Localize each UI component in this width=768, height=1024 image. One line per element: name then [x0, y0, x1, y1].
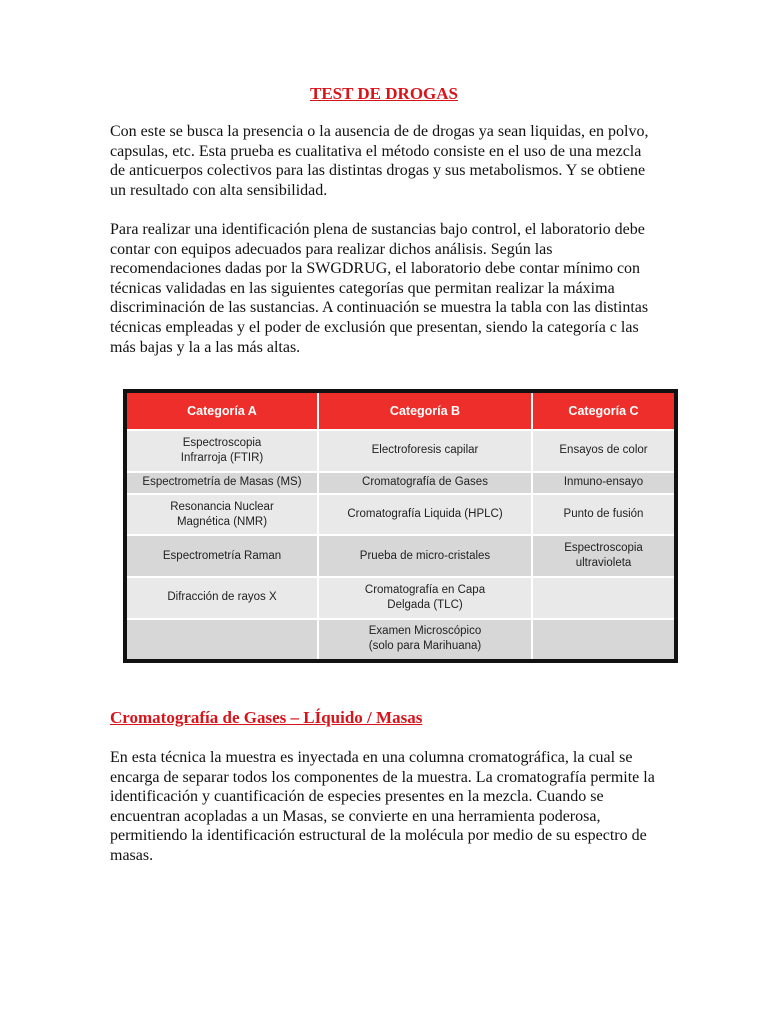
table-cell: Espectroscopia Infrarroja (FTIR) [127, 430, 318, 472]
table-cell: Resonancia Nuclear Magnética (NMR) [127, 494, 318, 536]
table-cell: Punto de fusión [532, 494, 674, 536]
table-cell: Espectrometría de Masas (MS) [127, 472, 318, 494]
table-header-row [127, 393, 674, 430]
table-cell: Prueba de micro-cristales [318, 535, 532, 577]
table-cell: Espectroscopia ultravioleta [532, 535, 674, 577]
table-row [127, 619, 674, 659]
table-cell [532, 619, 674, 659]
table-cell: Cromatografía de Gases [318, 472, 532, 494]
techniques-table-frame [123, 389, 678, 663]
table-row [127, 535, 674, 577]
header-category-a: Categoría A [127, 393, 318, 430]
page-title: TEST DE DROGAS [309, 84, 458, 103]
gc-ms-paragraph: En esta técnica la muestra es inyectada en una columna cromatográfica, la cual se encarga de separar todos los componentes de la muestra. La cromatografía permite la identificación y cuantificación de especies presentes en la mezcla. Cuando se encuentran acopladas a un Masas, se convierte en una herramienta poderosa, permitiendo la identificación estructural de la molécula por medio de su espectro de masas. [110, 749, 655, 864]
table-cell: Espectrometría Raman [127, 535, 318, 577]
table-cell: Difracción de rayos X [127, 577, 318, 619]
table-cell: Inmuno-ensayo [532, 472, 674, 494]
table-row [127, 430, 674, 472]
table-cell: Ensayos de color [532, 430, 674, 472]
table-cell: Electroforesis capilar [318, 430, 532, 472]
table-cell: Examen Microscópico (solo para Marihuana) [318, 619, 532, 659]
table-row [127, 577, 674, 619]
table-cell: Cromatografía en Capa Delgada (TLC) [318, 577, 532, 619]
categories-paragraph: Para realizar una identificación plena de sustancias bajo control, el laboratorio debe contar con equipos adecuados para realizar dichos análisis. Según las recomendaciones dadas por la SWGDRUG, el laboratorio debe contar mínimo con técnicas validadas en las siguientes categorías que permitan realizar la máxima discriminación de las sustancias. A continuación se muestra la tabla con las distintas técnicas empleadas y el poder de exclusión que presentan, siendo la categoría c las más bajas y la a las más altas. [110, 221, 649, 356]
section-title-gc-ms: Cromatografía de Gases – LÍquido / Masas [110, 708, 423, 727]
table-row [127, 494, 674, 536]
intro-paragraph: Con este se busca la presencia o la ausencia de de drogas ya sean liquidas, en polvo, capsulas, etc. Esta prueba es cualitativa el método consiste en el uso de una mezcla de anticuerpos colectivos para las distintas drogas y sus metabolismos. Y se obtiene un resultado con alta sensibilidad. [110, 123, 649, 199]
techniques-table [127, 393, 674, 659]
table-cell: Cromatografía Liquida (HPLC) [318, 494, 532, 536]
table-cell [532, 577, 674, 619]
table-cell [127, 619, 318, 659]
table-row [127, 472, 674, 494]
header-category-b: Categoría B [318, 393, 532, 430]
header-category-c: Categoría C [532, 393, 674, 430]
